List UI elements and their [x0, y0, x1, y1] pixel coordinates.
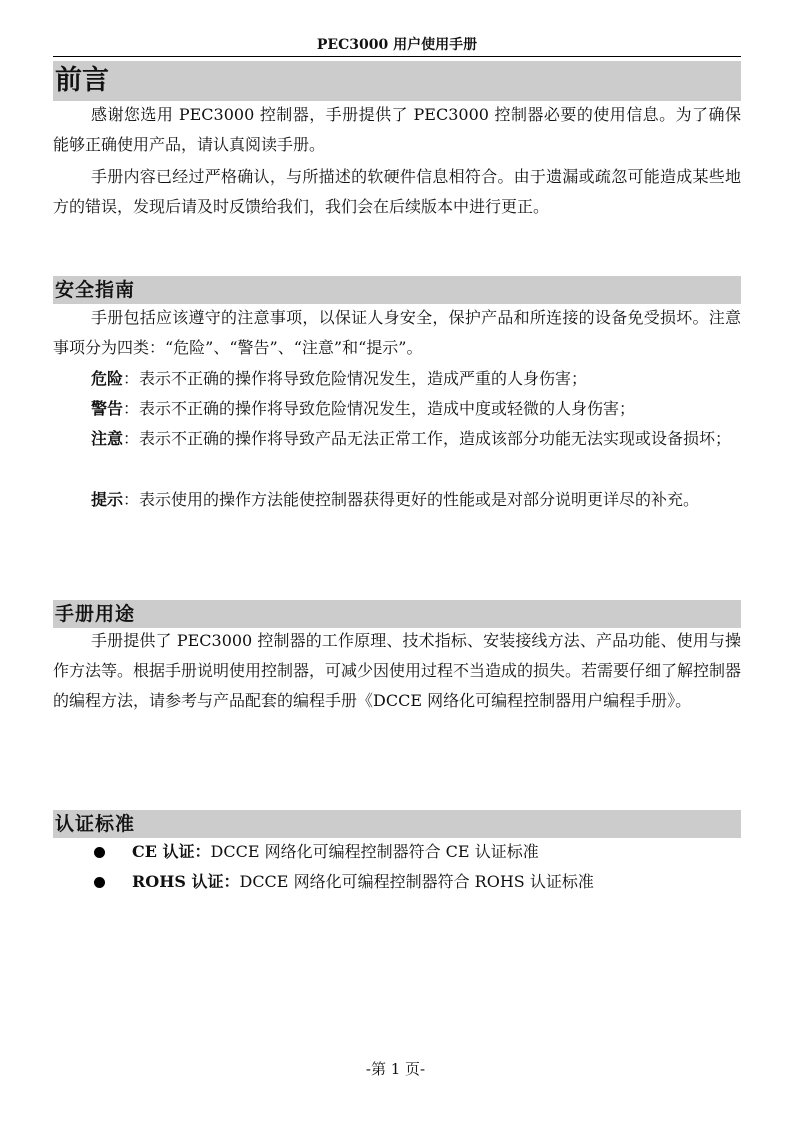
safety-term-caution: 注意 [91, 429, 124, 448]
safety-text-warning: ：表示不正确的操作将导致危险情况发生，造成中度或轻微的人身伤害； [123, 399, 636, 418]
safety-term-warning: 警告 [91, 399, 124, 418]
bullet-icon [94, 847, 105, 858]
certification-item-rohs [94, 867, 734, 897]
safety-text-caution: ：表示不正确的操作将导致产品无法正常工作，造成该部分功能无法实现或设备损坏； [123, 429, 732, 448]
safety-item-warning [53, 394, 741, 424]
preface-heading [53, 61, 741, 101]
certification-item-ce [94, 837, 734, 867]
preface-paragraph-1: 感谢您选用 PEC3000 控制器，手册提供了 PEC3000 控制器必要的使用信息。为了确保能够正确使用产品，请认真阅读手册。 [53, 105, 741, 154]
safety-heading [53, 276, 741, 304]
safety-text-danger: ：表示不正确的操作将导致危险情况发生，造成严重的人身伤害； [123, 369, 588, 388]
certification-label-ce: CE 认证： [132, 842, 211, 861]
safety-title: 安全指南 [55, 279, 136, 301]
page-number: -第 1 页- [365, 1060, 426, 1078]
certification-title: 认证标准 [55, 813, 136, 835]
preface-paragraph-2: 手册内容已经过严格确认，与所描述的软硬件信息相符合。由于遗漏或疏忽可能造成某些地方的错误，发现后请及时反馈给我们，我们会在后续版本中进行更正。 [53, 167, 741, 216]
safety-intro: 手册包括应该遵守的注意事项，以保证人身安全，保护产品和所连接的设备免受损坏。注意事项分为四类：“危险”、“警告”、“注意”和“提示”。 [53, 308, 741, 357]
certification-text-rohs: DCCE 网络化可编程控制器符合 ROHS 认证标准 [239, 872, 594, 891]
safety-term-danger: 危险 [91, 369, 124, 388]
preface-title: 前言 [55, 65, 109, 96]
safety-term-tip: 提示 [91, 490, 124, 509]
certification-label-rohs: ROHS 认证： [132, 872, 240, 891]
certification-heading [53, 810, 741, 838]
usage-paragraph: 手册提供了 PEC3000 控制器的工作原理、技术指标、安装接线方法、产品功能、使用与操作方法等。根据手册说明使用控制器，可减少因使用过程不当造成的损失。若需要仔细了解控制器的编程方法，请参考与产品配套的编程手册《DCCE 网络化可编程控制器用户编程手册》。 [53, 631, 742, 710]
page-header: PEC3000 用户使用手册 [53, 34, 741, 57]
safety-item-caution [53, 424, 741, 454]
safety-item-tip [53, 485, 741, 515]
usage-heading [53, 600, 741, 628]
usage-title: 手册用途 [55, 603, 136, 625]
certification-text-ce: DCCE 网络化可编程控制器符合 CE 认证标准 [210, 842, 539, 861]
safety-text-tip: ：表示使用的操作方法能使控制器获得更好的性能或是对部分说明更详尽的补充。 [123, 490, 700, 509]
safety-item-danger [53, 364, 741, 394]
bullet-icon [94, 877, 105, 888]
